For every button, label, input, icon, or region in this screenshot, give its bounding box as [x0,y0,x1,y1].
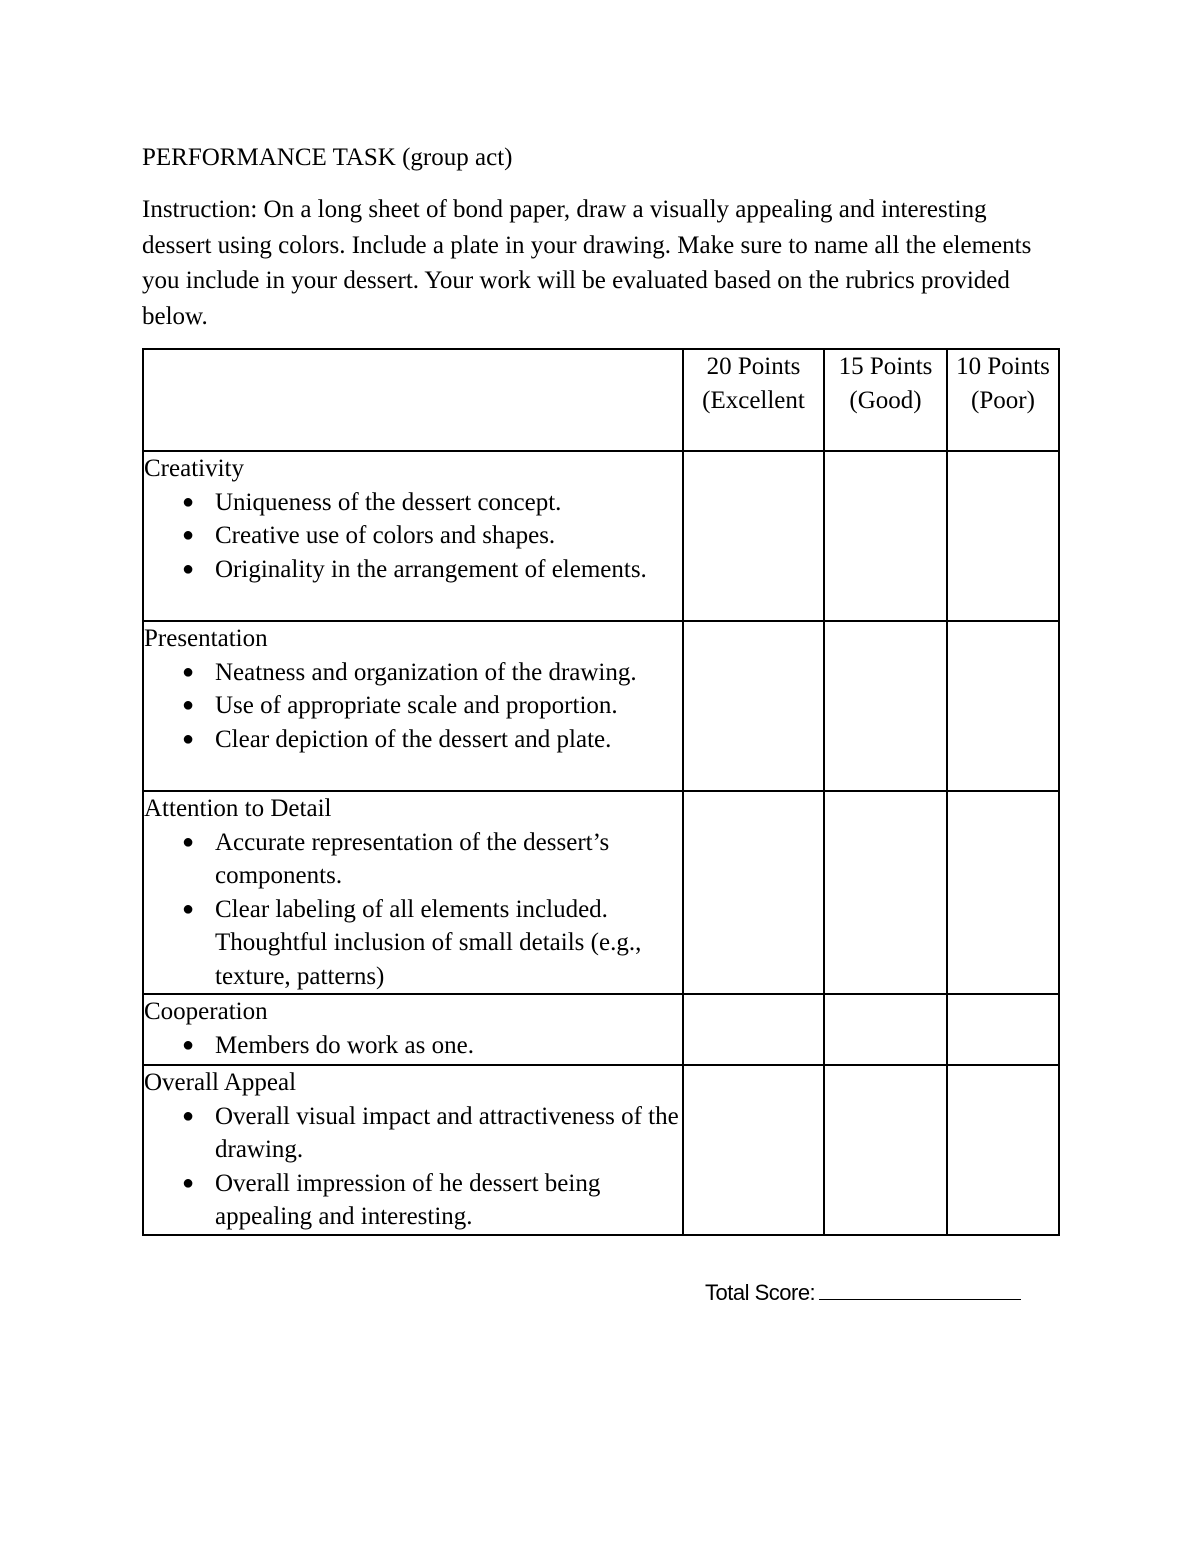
score-cell-20[interactable] [683,1065,824,1235]
score-cell-20[interactable] [683,451,824,621]
criterion-name: Cooperation [144,998,268,1025]
header-10-points: 10 Points (Poor) [947,349,1059,451]
bullet-icon: ● [182,1033,195,1056]
criterion-list [144,486,682,587]
table-row [143,451,1059,621]
list-item [144,1167,682,1234]
score-cell-15[interactable] [824,621,947,791]
criterion-list [144,656,682,757]
list-item [144,689,682,723]
list-item-text: Uniqueness of the dessert concept. [215,488,562,516]
list-item-text: Use of appropriate scale and proportion. [215,692,618,719]
score-cell-20[interactable] [683,621,824,791]
criterion-list [144,1029,682,1063]
criterion-name: Attention to Detail [144,795,332,822]
criterion-cell [143,451,683,621]
header-15-points: 15 Points (Good) [824,349,947,451]
score-cell-10[interactable] [947,1065,1059,1235]
list-item-text: Originality in the arrangement of elements. [215,555,647,583]
list-item [144,826,682,893]
criterion-name: Presentation [144,625,268,652]
bullet-icon: ● [182,727,195,750]
table-row [143,621,1059,791]
list-item-text: Members do work as one. [215,1031,474,1059]
bullet-icon: ● [182,660,195,683]
criterion-name: Overall Appeal [144,1069,297,1096]
bullet-icon: ● [182,490,195,513]
total-score-blank[interactable] [819,1279,1021,1300]
list-item [144,1100,682,1167]
bullet-icon: ● [182,694,195,716]
score-cell-20[interactable] [683,994,824,1065]
criterion-cell [143,621,683,791]
score-cell-15[interactable] [824,791,947,994]
bullet-icon: ● [182,557,195,580]
score-cell-20[interactable] [683,791,824,994]
list-item-text: Neatness and organization of the drawing. [215,658,637,686]
list-item-text: Accurate representation of the dessert’s components. [215,828,610,889]
table-row [143,791,1059,994]
bullet-icon: ● [182,524,195,546]
list-item [144,893,682,994]
bullet-icon: ● [182,1104,195,1127]
page-title: PERFORMANCE TASK (group act) [142,144,513,171]
score-cell-10[interactable] [947,994,1059,1065]
list-item [144,519,682,553]
score-cell-10[interactable] [947,451,1059,621]
criterion-cell [143,1065,683,1235]
criterion-cell [143,994,683,1065]
table-row [143,1065,1059,1235]
list-item-text: Overall visual impact and attractiveness of the drawing. [215,1102,679,1163]
score-cell-10[interactable] [947,621,1059,791]
bullet-icon: ● [182,1171,195,1194]
instruction-text: Instruction: On a long sheet of bond paper, draw a visually appealing and interesting dessert using colors. Include a plate in your drawing. Make sure to name all the elements you include in your dessert. Your work will be evaluated based on the rubrics provided below. [142,196,1032,330]
bullet-icon: ● [182,830,195,853]
score-cell-10[interactable] [947,791,1059,994]
list-item-text: Overall impression of he dessert being appealing and interesting. [215,1169,601,1230]
list-item [144,723,682,757]
criterion-list [144,1100,682,1234]
list-item [144,656,682,690]
list-item-text: Creative use of colors and shapes. [215,522,556,549]
list-item-text: Clear labeling of all elements included. Thoughtful inclusion of small details (e.g., texture, patterns) [215,895,642,990]
list-item [144,486,682,520]
list-item [144,553,682,587]
rubric-header-row [143,349,1059,451]
bullet-icon: ● [182,897,195,920]
list-item-text: Clear depiction of the dessert and plate. [215,725,612,753]
criterion-list [144,826,682,994]
criterion-cell [143,791,683,994]
score-cell-15[interactable] [824,451,947,621]
criterion-name: Creativity [144,455,244,482]
score-cell-15[interactable] [824,994,947,1065]
table-row [143,994,1059,1065]
header-criteria [143,349,683,451]
total-score [705,1278,1021,1308]
total-score-label: Total Score: [705,1280,816,1305]
header-20-points: 20 Points (Excellent [683,349,824,451]
rubric-table [142,348,1060,1236]
list-item [144,1029,682,1063]
score-cell-15[interactable] [824,1065,947,1235]
